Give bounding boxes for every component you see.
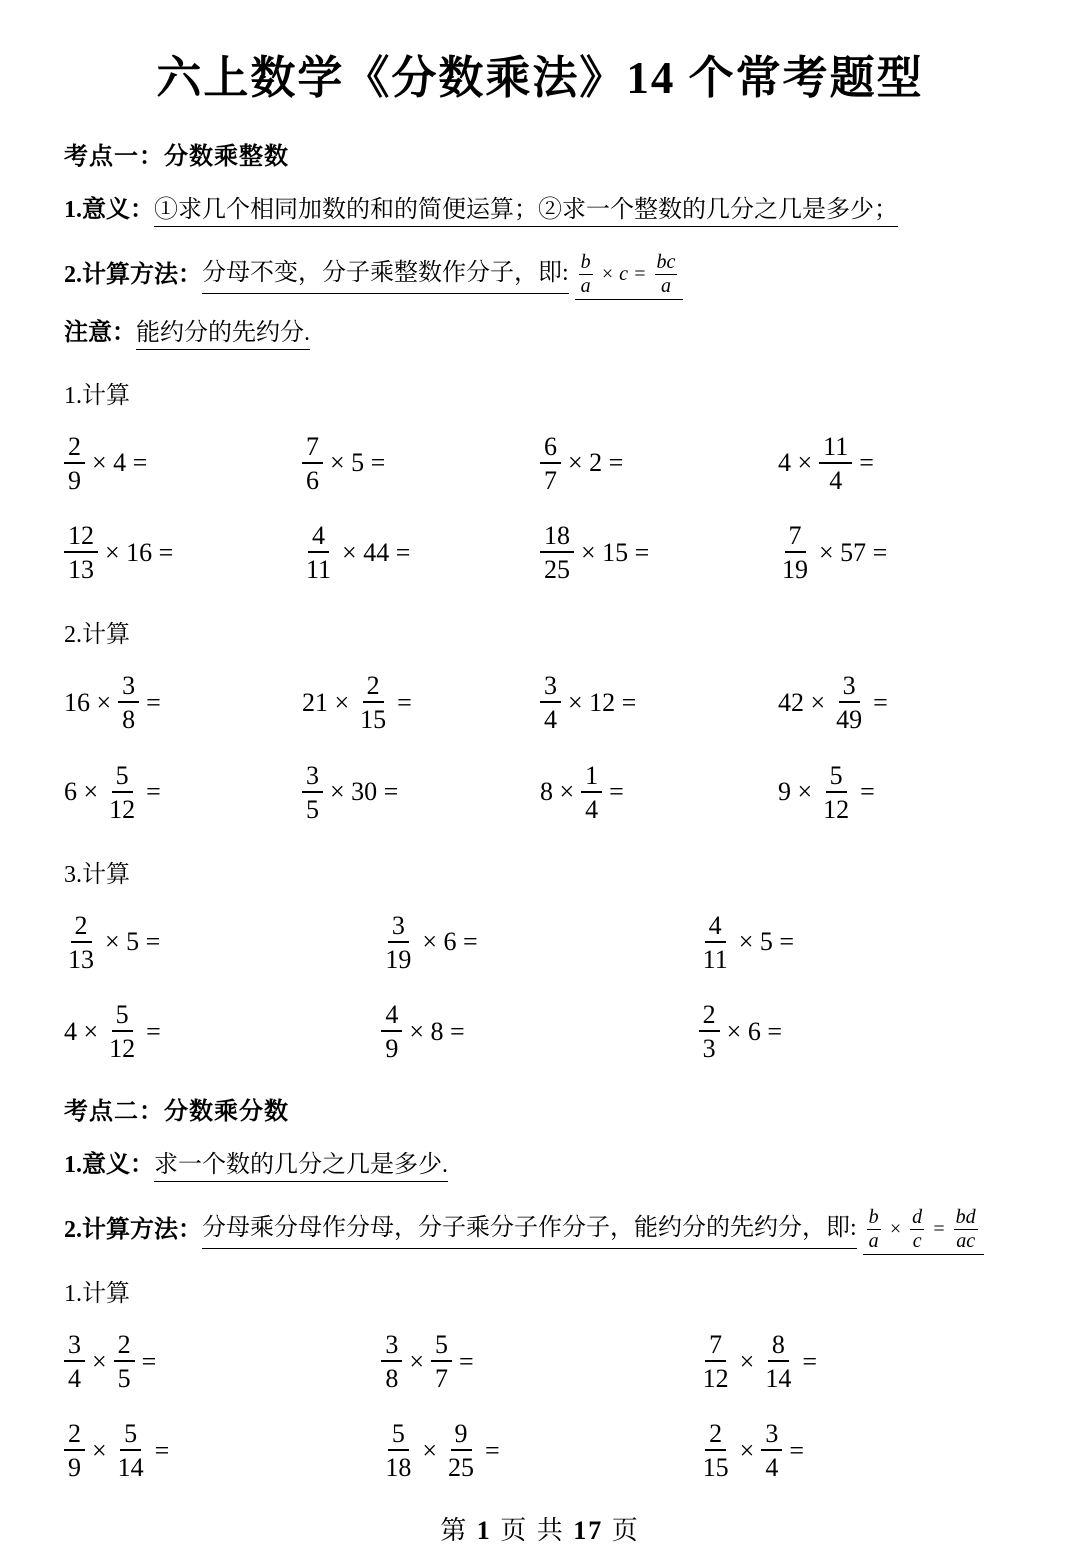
equation-cell [699, 911, 1016, 974]
numerator: 3 [118, 671, 139, 703]
section2-meaning-line [64, 1148, 1016, 1183]
numerator: d [912, 1205, 923, 1228]
equation [540, 432, 623, 495]
denominator: 4 [68, 1364, 81, 1394]
equation-text: × 5 = [105, 927, 161, 957]
equation-cell [540, 671, 778, 734]
equation-cell [699, 1419, 1016, 1482]
equation-text: × [409, 1346, 424, 1376]
fraction [431, 1330, 452, 1393]
section2-calc1-label: 1.计算 [64, 1280, 130, 1307]
equation-cell [64, 761, 302, 824]
equation [381, 1419, 499, 1482]
equation-cell [302, 761, 540, 824]
method-label: 2.计算方法： [64, 1216, 202, 1243]
equation-cell [302, 671, 540, 734]
numerator: 3 [64, 1330, 85, 1362]
meaning-label: 1.意义： [64, 197, 154, 224]
page-title: 六上数学《分数乘法》14 个常考题型 [156, 53, 924, 103]
equation [540, 761, 624, 824]
equation-cell [64, 1000, 381, 1063]
denominator: 13 [68, 944, 94, 974]
equation [64, 671, 161, 734]
numerator: 11 [819, 432, 852, 464]
denominator: 5 [306, 794, 319, 824]
equation-text: = [859, 448, 874, 478]
denominator: a [660, 275, 671, 298]
numerator: 2 [363, 671, 384, 703]
equation-grid-section2-calc1 [64, 1316, 1016, 1508]
fraction [540, 521, 574, 584]
denominator: 49 [836, 705, 863, 735]
section1-meaning-line [64, 193, 1016, 228]
equation-text: = [860, 777, 875, 807]
equation-cell [64, 432, 302, 495]
meaning-text: 求一个数的几分之几是多少. [154, 1152, 448, 1182]
equation-text: × 4 = [92, 448, 148, 478]
fraction [761, 1330, 795, 1393]
equation-text: 9 × [778, 777, 813, 807]
method-formula [575, 250, 684, 300]
equation [778, 671, 888, 734]
equation [778, 521, 887, 584]
equation-row [64, 521, 1016, 584]
equation [699, 1000, 782, 1063]
equation-text: × 8 = [409, 1016, 465, 1046]
page-footer [64, 1510, 1016, 1561]
denominator: 19 [385, 944, 412, 974]
fraction [381, 911, 415, 974]
equation-text: = [802, 1346, 817, 1376]
equation-text: = [397, 687, 412, 717]
fraction [761, 1419, 782, 1482]
footer-mid: 页 共 [500, 1516, 565, 1546]
fraction [64, 911, 98, 974]
footer-page-number: 1 [476, 1516, 492, 1546]
fraction [302, 521, 335, 584]
fraction [381, 1330, 402, 1393]
fraction [381, 1419, 415, 1482]
fraction [118, 671, 139, 734]
denominator: 18 [385, 1453, 412, 1483]
denominator: 6 [306, 465, 319, 495]
section2-heading: 考点二：分数乘分数 [64, 1099, 289, 1126]
denominator: 9 [68, 465, 81, 495]
equation [699, 1330, 817, 1393]
equation-text: × 57 = [819, 537, 888, 567]
equation [540, 671, 636, 734]
denominator: 9 [68, 1453, 81, 1483]
numerator: 6 [540, 432, 561, 464]
equation-cell [64, 521, 302, 584]
equation-grid-calc1 [64, 418, 1016, 610]
denominator: 8 [122, 705, 136, 735]
numerator: 12 [64, 521, 98, 553]
footer-suffix: 页 [611, 1516, 640, 1546]
fraction [381, 1000, 402, 1063]
equation-cell [64, 1419, 381, 1482]
equation-cell [778, 761, 1016, 824]
equation-row [64, 911, 1016, 974]
denominator: 14 [765, 1364, 792, 1394]
equation-text: = [873, 687, 888, 717]
equation-text: × 30 = [330, 777, 399, 807]
equation-cell [778, 432, 1016, 495]
equation-cell [64, 671, 302, 734]
equation [64, 1419, 169, 1482]
fraction [778, 521, 812, 584]
equation-grid-calc3 [64, 897, 1016, 1089]
denominator: 7 [435, 1364, 448, 1394]
numerator: 2 [114, 1330, 135, 1362]
equation [540, 521, 649, 584]
equation-text: × [92, 1346, 107, 1376]
denominator: 15 [702, 1453, 729, 1483]
equation-cell [381, 1000, 698, 1063]
equation-text: 42 × [778, 687, 826, 717]
numerator: 5 [431, 1330, 452, 1362]
equation-text: 8 × [540, 777, 575, 807]
equation-text: × 6 = [422, 927, 478, 957]
equation-text: 21 × [302, 687, 350, 717]
denominator: 12 [109, 1034, 136, 1064]
equation-text: = [789, 1435, 804, 1465]
fraction [114, 1330, 135, 1393]
equation-text: 4 × [778, 448, 813, 478]
equation-cell [64, 911, 381, 974]
numerator: 2 [64, 432, 85, 464]
equation-row [64, 432, 1016, 495]
meaning-text: ①求几个相同加数的和的简便运算；②求一个整数的几分之几是多少； [154, 197, 898, 227]
equation-text: × 6 = [726, 1016, 782, 1046]
equation-cell [699, 1330, 1016, 1393]
numerator: 18 [540, 521, 574, 553]
equation [64, 432, 147, 495]
fraction [540, 671, 561, 734]
equation-text: = [609, 777, 624, 807]
fraction [867, 1207, 881, 1252]
numerator: 5 [826, 761, 847, 793]
fraction [356, 671, 390, 734]
calc3-label: 3.计算 [64, 861, 130, 888]
equation-row [64, 1000, 1016, 1063]
fraction [699, 1000, 720, 1063]
equation-row [64, 1330, 1016, 1393]
denominator: 12 [702, 1364, 729, 1394]
numerator: 7 [785, 521, 806, 553]
equation-text: × 5 = [738, 927, 795, 957]
equation [778, 432, 874, 495]
equation [381, 1330, 473, 1393]
numerator: 5 [112, 1000, 133, 1032]
equation-cell [540, 761, 778, 824]
fraction [910, 1207, 924, 1252]
denominator: ac [956, 1229, 976, 1252]
numerator: 3 [302, 761, 323, 793]
fraction [105, 761, 139, 824]
denominator: 11 [702, 944, 728, 974]
equation-text: × 44 = [342, 537, 411, 567]
numerator: bc [656, 251, 676, 274]
numerator: b [868, 1205, 879, 1228]
fraction [832, 671, 866, 734]
equation-text: = [932, 1217, 946, 1240]
equation [64, 521, 173, 584]
equation [64, 1000, 161, 1063]
equation-cell [540, 432, 778, 495]
equation [64, 761, 161, 824]
denominator: 4 [829, 465, 843, 495]
denominator: 11 [306, 555, 332, 585]
denominator: 4 [765, 1453, 779, 1483]
equation-cell [302, 432, 540, 495]
denominator: 15 [360, 705, 387, 735]
denominator: 7 [544, 465, 557, 495]
fraction [699, 1419, 733, 1482]
equation-text: × 2 = [568, 448, 624, 478]
numerator: 5 [388, 1419, 409, 1451]
fraction [699, 911, 732, 974]
denominator: 25 [448, 1453, 474, 1483]
section1-method-line [64, 250, 1016, 300]
numerator: bd [955, 1205, 976, 1228]
fraction [114, 1419, 148, 1482]
numerator: 3 [540, 671, 561, 703]
fraction [105, 1000, 139, 1063]
equation-cell [381, 1330, 698, 1393]
equation-text: × 12 = [568, 687, 637, 717]
numerator: 7 [302, 432, 323, 464]
equation-cell [64, 1330, 381, 1393]
equation-cell [302, 521, 540, 584]
equation-text: 6 × [64, 777, 99, 807]
fraction [655, 252, 678, 297]
numerator: 5 [112, 761, 133, 793]
numerator: 4 [308, 521, 329, 553]
equation [302, 671, 412, 734]
denominator: 3 [702, 1034, 716, 1064]
equation [64, 911, 160, 974]
fraction [819, 761, 853, 824]
calc2-label: 2.计算 [64, 622, 130, 649]
numerator: 2 [699, 1000, 720, 1032]
equation [302, 761, 398, 824]
fraction [64, 1419, 85, 1482]
fraction [579, 252, 593, 297]
equation-text: × [888, 1217, 903, 1240]
numerator: 3 [381, 1330, 402, 1362]
footer-total-pages: 17 [573, 1516, 604, 1546]
section1-heading: 考点一：分数乘整数 [64, 144, 289, 171]
numerator: 4 [381, 1000, 402, 1032]
section2-method-line [64, 1205, 1016, 1255]
equation-text: × [92, 1435, 107, 1465]
method-formula [863, 1205, 984, 1255]
numerator: 3 [388, 911, 409, 943]
equation-text: 16 × [64, 687, 112, 717]
equation-text: = [146, 777, 161, 807]
equation [699, 911, 794, 974]
numerator: 8 [768, 1330, 789, 1362]
denominator: 4 [544, 705, 557, 735]
equation-text: × 16 = [105, 537, 174, 567]
denominator: c [912, 1229, 922, 1252]
numerator: 4 [705, 911, 726, 943]
equation [778, 761, 875, 824]
numerator: 2 [71, 911, 92, 943]
equation-text: × 5 = [330, 448, 386, 478]
denominator: 8 [385, 1364, 399, 1394]
numerator: 9 [451, 1419, 472, 1451]
fraction [64, 1330, 85, 1393]
numerator: 5 [120, 1419, 141, 1451]
denominator: 19 [782, 555, 808, 585]
method-text: 分母乘分母作分母，分子乘分子作分子，能约分的先约分，即: [202, 1211, 857, 1250]
numerator: 3 [761, 1419, 782, 1451]
denominator: 14 [117, 1453, 144, 1483]
equation-cell [699, 1000, 1016, 1063]
denominator: 12 [109, 794, 136, 824]
section1-note-line [64, 316, 1016, 351]
numerator: b [580, 251, 591, 274]
fraction [64, 432, 85, 495]
fraction [444, 1419, 478, 1482]
fraction [954, 1207, 978, 1252]
fraction [540, 432, 561, 495]
equation-text: × [422, 1435, 437, 1465]
equation-text: = [485, 1435, 500, 1465]
equation-row [64, 671, 1016, 734]
denominator: 12 [823, 794, 850, 824]
equation-text: = [459, 1346, 474, 1376]
fraction [699, 1330, 733, 1393]
equation [381, 1000, 464, 1063]
equation-row [64, 1419, 1016, 1482]
equation-cell [381, 1419, 698, 1482]
equation-text: × [739, 1435, 755, 1465]
equation [302, 521, 410, 584]
equation-text: = [146, 1016, 161, 1046]
equation-cell [381, 911, 698, 974]
equation-text: = [154, 1435, 170, 1465]
denominator: 4 [585, 794, 599, 824]
equation-text: × c = [600, 263, 647, 286]
note-label: 注意： [64, 320, 136, 347]
equation-text: = [146, 687, 161, 717]
numerator: 3 [839, 671, 860, 703]
equation [381, 911, 477, 974]
equation [64, 1330, 156, 1393]
footer-prefix: 第 [440, 1516, 469, 1546]
denominator: a [868, 1229, 879, 1252]
equation-grid-calc2 [64, 657, 1016, 849]
fraction [819, 432, 852, 495]
denominator: a [580, 275, 591, 298]
equation-cell [778, 671, 1016, 734]
numerator: 7 [705, 1330, 726, 1362]
numerator: 1 [581, 761, 602, 793]
method-label: 2.计算方法： [64, 261, 202, 288]
equation-text: 4 × [64, 1016, 99, 1046]
equation [699, 1419, 804, 1482]
numerator: 2 [705, 1419, 726, 1451]
calc1-label: 1.计算 [64, 382, 130, 409]
equation-cell [540, 521, 778, 584]
equation-text: = [141, 1346, 157, 1376]
equation [302, 432, 385, 495]
note-text: 能约分的先约分. [136, 320, 310, 350]
fraction [302, 761, 323, 824]
meaning-label: 1.意义： [64, 1152, 154, 1179]
fraction [64, 521, 98, 584]
equation-cell [778, 521, 1016, 584]
denominator: 9 [385, 1034, 399, 1064]
denominator: 5 [117, 1364, 131, 1394]
numerator: 2 [64, 1419, 85, 1451]
fraction [581, 761, 602, 824]
denominator: 25 [544, 555, 570, 585]
equation-row [64, 761, 1016, 824]
equation-text: × [739, 1346, 755, 1376]
fraction [302, 432, 323, 495]
denominator: 13 [68, 555, 94, 585]
method-text: 分母不变，分子乘整数作分子，即: [202, 256, 569, 295]
equation-text: × 15 = [581, 537, 650, 567]
